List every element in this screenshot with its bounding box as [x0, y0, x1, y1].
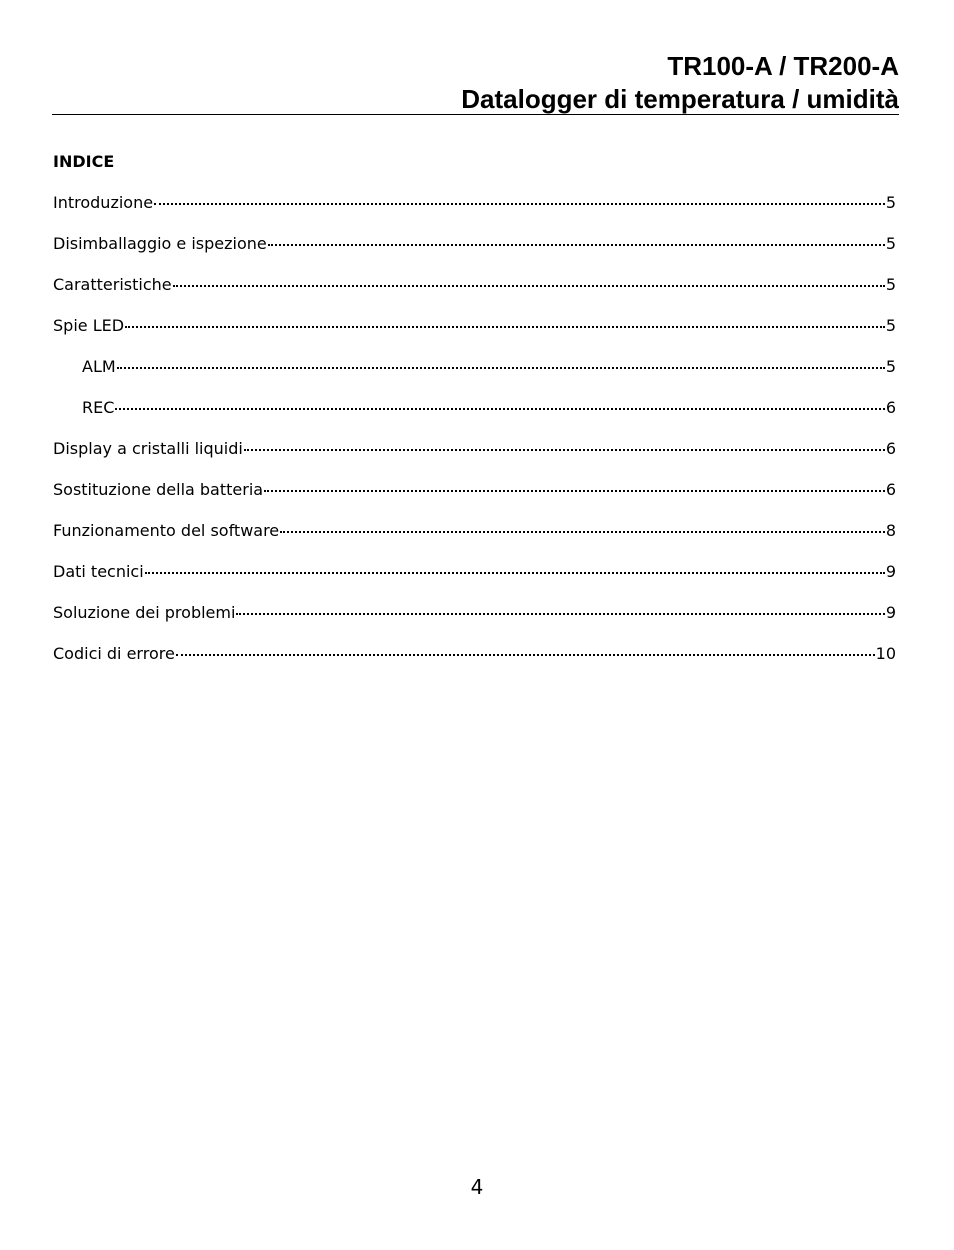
- toc-entry-label: Disimballaggio e ispezione: [53, 234, 267, 253]
- toc-entry-page: 9: [885, 562, 896, 581]
- toc-subentry[interactable]: [53, 398, 896, 439]
- toc-entry-label: Display a cristalli liquidi: [53, 439, 243, 458]
- document-title-description: Datalogger di temperatura / umidità: [461, 84, 899, 114]
- toc-entry[interactable]: [53, 439, 896, 480]
- toc-entry[interactable]: [53, 521, 896, 562]
- toc-entry-page: 6: [885, 398, 896, 417]
- toc-entry[interactable]: [53, 562, 896, 603]
- toc-entry-page: 5: [885, 357, 896, 376]
- toc-entry-label: Codici di errore: [53, 644, 175, 663]
- toc-entry-label: Sostituzione della batteria: [53, 480, 264, 499]
- header-divider: [52, 114, 899, 115]
- toc-entry-label: REC: [82, 398, 115, 417]
- toc-dot-leader: [125, 326, 885, 328]
- toc-entry-page: 10: [875, 644, 896, 663]
- toc-dot-leader: [173, 285, 885, 287]
- toc-entry-label: Funzionamento del software: [53, 521, 280, 540]
- toc-subentry[interactable]: [53, 357, 896, 398]
- toc-entry-page: 5: [885, 316, 896, 335]
- page-number: 4: [470, 1175, 484, 1199]
- toc-dot-leader: [117, 367, 885, 369]
- toc-entry-label: Soluzione dei problemi: [53, 603, 236, 622]
- toc-entry-label: Spie LED: [53, 316, 125, 335]
- toc-entry-label: Dati tecnici: [53, 562, 144, 581]
- document-title-model: TR100-A / TR200-A: [667, 51, 899, 81]
- toc-dot-leader: [236, 613, 884, 615]
- toc-dot-leader: [145, 572, 885, 574]
- toc-entry-page: 5: [885, 275, 896, 294]
- toc-entry-page: 5: [885, 193, 896, 212]
- toc-dot-leader: [264, 490, 885, 492]
- toc-entry[interactable]: [53, 603, 896, 644]
- table-of-contents: [53, 193, 896, 685]
- toc-dot-leader: [154, 203, 885, 205]
- document-header: [52, 50, 899, 116]
- toc-entry-page: 6: [885, 480, 896, 499]
- toc-dot-leader: [176, 654, 875, 656]
- toc-dot-leader: [115, 408, 884, 410]
- toc-entry-label: Introduzione: [53, 193, 154, 212]
- toc-dot-leader: [244, 449, 885, 451]
- toc-dot-leader: [268, 244, 885, 246]
- toc-entry[interactable]: [53, 193, 896, 234]
- toc-entry-page: 6: [885, 439, 896, 458]
- toc-entry[interactable]: [53, 644, 896, 685]
- toc-entry[interactable]: [53, 316, 896, 357]
- toc-entry-label: Caratteristiche: [53, 275, 172, 294]
- toc-dot-leader: [280, 531, 885, 533]
- toc-entry-page: 5: [885, 234, 896, 253]
- toc-entry-label: ALM: [82, 357, 116, 376]
- toc-heading: INDICE: [53, 152, 115, 171]
- toc-entry[interactable]: [53, 234, 896, 275]
- toc-entry[interactable]: [53, 480, 896, 521]
- toc-entry-page: 8: [885, 521, 896, 540]
- toc-entry[interactable]: [53, 275, 896, 316]
- toc-entry-page: 9: [885, 603, 896, 622]
